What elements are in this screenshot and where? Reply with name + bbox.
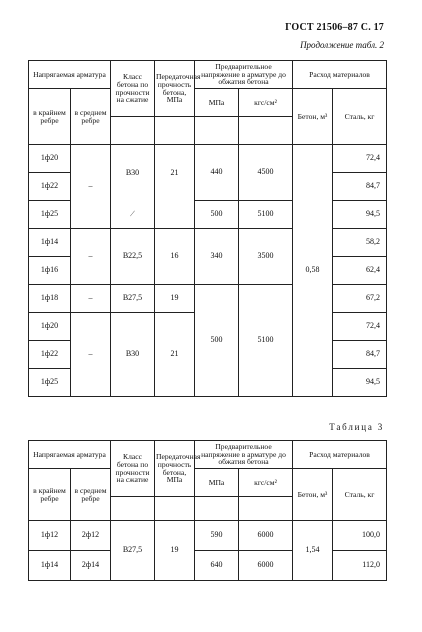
kgf-cell: 6000 xyxy=(239,521,293,551)
col-transfer-strength-cont xyxy=(155,117,195,145)
steel-cell: 112,0 xyxy=(333,551,387,581)
col-transfer-strength: Передаточная прочность бетона, МПа xyxy=(155,61,195,117)
col-kgf-cont xyxy=(239,497,293,521)
col-prestress: Предварительное напряжение в арматуре до обжатия бетона xyxy=(195,441,293,469)
steel-cell: 72,4 xyxy=(333,145,387,173)
col-mpa: МПа xyxy=(195,89,239,117)
steel-cell: 94,5 xyxy=(333,201,387,229)
table-row xyxy=(29,551,387,581)
col-kgf: кгс/см² xyxy=(239,89,293,117)
edge-rib-cell: 1ф25 xyxy=(29,201,71,229)
kgf-cell: 6000 xyxy=(239,551,293,581)
col-reinforcement: Напрягаемая арматура xyxy=(29,61,111,89)
concrete-class-cell: В30 xyxy=(111,145,155,201)
steel-cell: 62,4 xyxy=(333,257,387,285)
continuation-label: Продолжение табл. 2 xyxy=(300,40,384,50)
edge-rib-cell: 1ф12 xyxy=(29,521,71,551)
mid-rib-cell: – xyxy=(71,285,111,313)
col-steel-kg: Сталь, кг xyxy=(333,469,387,521)
mid-rib-cell: – xyxy=(71,145,111,229)
col-edge-rib: в крайнем ребре xyxy=(29,469,71,521)
table-2 xyxy=(28,60,387,397)
edge-rib-cell: 1ф16 xyxy=(29,257,71,285)
strength-cell: 21 xyxy=(155,145,195,201)
concrete-volume-cell: 0,58 xyxy=(293,145,333,397)
concrete-volume-cell: 1,54 xyxy=(293,521,333,581)
mpa-cell: 440 xyxy=(195,145,239,201)
col-prestress: Предварительное напряжение в арматуре до обжатия бетона xyxy=(195,61,293,89)
mid-rib-cell: – xyxy=(71,313,111,397)
page-header: ГОСТ 21506–87 С. 17 xyxy=(285,22,384,33)
table-row xyxy=(29,521,387,551)
col-edge-rib: в крайнем ребре xyxy=(29,89,71,145)
steel-cell: 84,7 xyxy=(333,173,387,201)
kgf-cell: 4500 xyxy=(239,145,293,201)
edge-rib-cell: 1ф20 xyxy=(29,145,71,173)
steel-cell: 58,2 xyxy=(333,229,387,257)
tick-mark-cell xyxy=(111,201,155,229)
mpa-cell: 590 xyxy=(195,521,239,551)
strength-cell: 16 xyxy=(155,229,195,285)
col-transfer-strength: Передаточная прочность бетона, МПа xyxy=(155,441,195,497)
edge-rib-cell: 1ф14 xyxy=(29,229,71,257)
strength-cell: 21 xyxy=(155,313,195,397)
kgf-cell: 5100 xyxy=(239,201,293,229)
concrete-class-cell: В22,5 xyxy=(111,229,155,285)
col-reinforcement: Напрягаемая арматура xyxy=(29,441,111,469)
concrete-class-cell: В27,5 xyxy=(111,521,155,581)
mpa-cell: 500 xyxy=(195,201,239,229)
strength-cell: 19 xyxy=(155,285,195,313)
col-materials: Расход материалов xyxy=(293,61,387,89)
col-concrete-class: Класс бетона по прочности на сжатие xyxy=(111,441,155,497)
col-steel-kg: Сталь, кг xyxy=(333,89,387,145)
col-mpa-cont xyxy=(195,497,239,521)
kgf-cell: 3500 xyxy=(239,229,293,285)
col-mpa: МПа xyxy=(195,469,239,497)
col-kgf-cont xyxy=(239,117,293,145)
concrete-class-cell: В30 xyxy=(111,313,155,397)
mid-rib-cell: – xyxy=(71,229,111,285)
col-concrete-m3: Бетон, м³ xyxy=(293,89,333,145)
col-mid-rib: в среднем ребре xyxy=(71,89,111,145)
edge-rib-cell: 1ф20 xyxy=(29,313,71,341)
mpa-cell: 500 xyxy=(195,285,239,397)
steel-cell: 72,4 xyxy=(333,313,387,341)
col-materials: Расход материалов xyxy=(293,441,387,469)
col-kgf: кгс/см² xyxy=(239,469,293,497)
mid-rib-cell: 2ф12 xyxy=(71,521,111,551)
col-concrete-class: Класс бетона по прочности на сжатие xyxy=(111,61,155,117)
kgf-cell: 5100 xyxy=(239,285,293,397)
edge-rib-cell: 1ф25 xyxy=(29,369,71,397)
edge-rib-cell: 1ф22 xyxy=(29,341,71,369)
strength-cell: 19 xyxy=(155,521,195,581)
table-row xyxy=(29,285,387,313)
concrete-class-cell: В27,5 xyxy=(111,285,155,313)
steel-cell: 84,7 xyxy=(333,341,387,369)
mid-rib-cell: 2ф14 xyxy=(71,551,111,581)
mpa-cell: 640 xyxy=(195,551,239,581)
col-concrete-class-cont xyxy=(111,497,155,521)
steel-cell: 100,0 xyxy=(333,521,387,551)
col-mpa-cont xyxy=(195,117,239,145)
tick-mark: / xyxy=(129,209,137,219)
edge-rib-cell: 1ф14 xyxy=(29,551,71,581)
edge-rib-cell: 1ф18 xyxy=(29,285,71,313)
edge-rib-cell: 1ф22 xyxy=(29,173,71,201)
strength-cell-cont xyxy=(155,201,195,229)
col-concrete-class-cont xyxy=(111,117,155,145)
table-row xyxy=(29,145,387,173)
mpa-cell: 340 xyxy=(195,229,239,285)
steel-cell: 67,2 xyxy=(333,285,387,313)
col-transfer-strength-cont xyxy=(155,497,195,521)
table-row xyxy=(29,229,387,257)
table-3 xyxy=(28,440,387,581)
steel-cell: 94,5 xyxy=(333,369,387,397)
col-concrete-m3: Бетон, м³ xyxy=(293,469,333,521)
col-mid-rib: в среднем ребре xyxy=(71,469,111,521)
table-3-caption: Таблица 3 xyxy=(329,422,384,432)
